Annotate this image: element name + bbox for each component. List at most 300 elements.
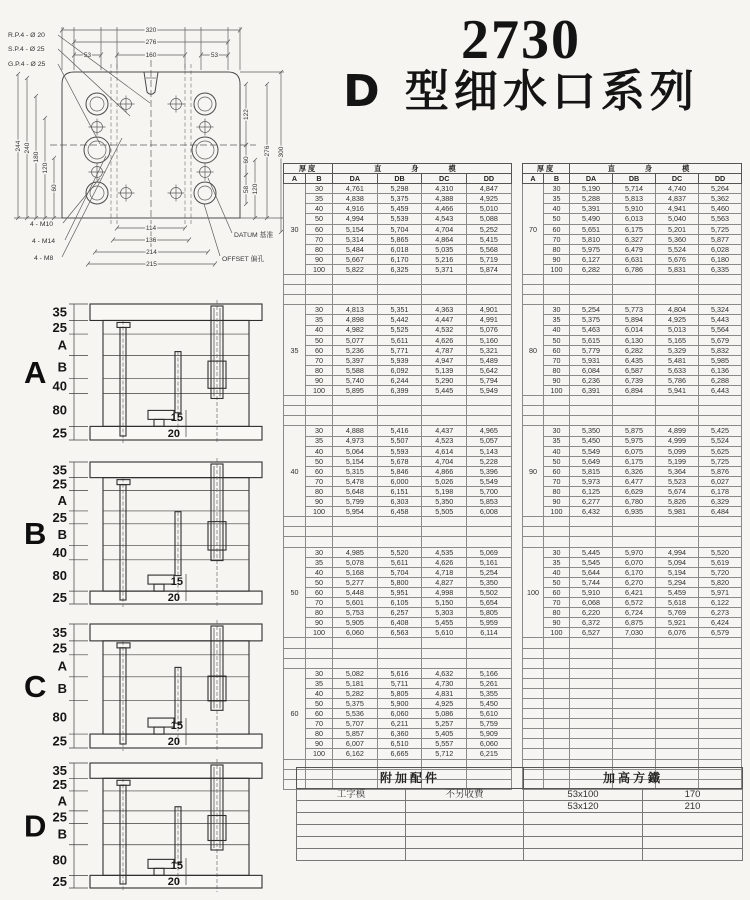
cell bbox=[524, 813, 643, 825]
section-letter: D bbox=[24, 808, 47, 844]
cell: 6,070 bbox=[613, 557, 656, 567]
cell: 5,360 bbox=[656, 234, 699, 244]
table-row bbox=[523, 254, 742, 264]
side-view-B bbox=[10, 456, 282, 614]
stack-label: 40 bbox=[52, 378, 67, 394]
cell: 60 bbox=[544, 224, 570, 234]
empty-cell bbox=[570, 668, 613, 678]
cell: 4,888 bbox=[333, 426, 378, 436]
cell: 40 bbox=[306, 204, 333, 214]
empty-cell bbox=[422, 295, 467, 305]
cell: 5,524 bbox=[699, 436, 742, 446]
cell: 40 bbox=[306, 688, 333, 698]
table-row bbox=[284, 729, 512, 739]
cell: 5,725 bbox=[699, 456, 742, 466]
cell: 35 bbox=[306, 678, 333, 688]
empty-cell bbox=[544, 749, 570, 759]
cell: 4,916 bbox=[333, 204, 378, 214]
cell: 60 bbox=[544, 466, 570, 476]
stack-label: 35 bbox=[52, 304, 67, 320]
empty-cell bbox=[377, 295, 422, 305]
cell: 5,416 bbox=[377, 426, 422, 436]
dimension-label: 214 bbox=[146, 249, 157, 257]
table-row bbox=[284, 194, 512, 204]
thickness-a-value: 60 bbox=[284, 668, 306, 759]
cell: 80 bbox=[306, 365, 333, 375]
cell: 5,194 bbox=[656, 567, 699, 577]
cell: 5,442 bbox=[377, 315, 422, 325]
cell: 6,257 bbox=[377, 608, 422, 618]
empty-cell bbox=[656, 698, 699, 708]
cell: 4,925 bbox=[467, 194, 512, 204]
empty-cell bbox=[656, 416, 699, 426]
empty-cell bbox=[467, 658, 512, 668]
thickness-a-value: 35 bbox=[284, 305, 306, 396]
table-row bbox=[297, 837, 743, 849]
cell: 30 bbox=[306, 547, 333, 557]
empty-cell bbox=[333, 275, 378, 285]
cell: 6,220 bbox=[570, 608, 613, 618]
empty-row bbox=[523, 698, 742, 708]
cell: 4,388 bbox=[422, 194, 467, 204]
empty-cell bbox=[544, 416, 570, 426]
cell: 5,078 bbox=[333, 557, 378, 567]
cell: 6,477 bbox=[613, 476, 656, 486]
table-row bbox=[523, 466, 742, 476]
empty-cell bbox=[570, 709, 613, 719]
guide-hole-inner bbox=[198, 97, 212, 111]
cell: 5,753 bbox=[333, 608, 378, 618]
cell: 5,981 bbox=[656, 507, 699, 517]
empty-cell bbox=[656, 658, 699, 668]
empty-cell bbox=[570, 517, 613, 527]
cell: 4,740 bbox=[656, 184, 699, 194]
empty-row bbox=[523, 406, 742, 416]
empty-cell bbox=[570, 537, 613, 547]
cell: 5,254 bbox=[467, 567, 512, 577]
cell: 5,086 bbox=[422, 709, 467, 719]
cell bbox=[643, 837, 743, 849]
stack-label: 25 bbox=[52, 640, 67, 656]
cell: 5,611 bbox=[377, 335, 422, 345]
stop-block-foot bbox=[154, 727, 164, 734]
cell: 5,975 bbox=[570, 244, 613, 254]
cell: 5,057 bbox=[467, 436, 512, 446]
cell: 80 bbox=[544, 365, 570, 375]
cell: 5,611 bbox=[377, 557, 422, 567]
cell: 53x120 bbox=[524, 801, 643, 813]
cell: 4,532 bbox=[422, 325, 467, 335]
dimension-label: 276 bbox=[145, 39, 157, 47]
cell: 4,985 bbox=[333, 547, 378, 557]
cell: 5,615 bbox=[570, 335, 613, 345]
empty-cell bbox=[699, 295, 742, 305]
cell: 5,719 bbox=[467, 254, 512, 264]
empty-cell bbox=[467, 648, 512, 658]
cell: 30 bbox=[306, 426, 333, 436]
cell bbox=[297, 813, 406, 825]
cell: 5,443 bbox=[699, 315, 742, 325]
cell: 6,479 bbox=[613, 244, 656, 254]
empty-cell bbox=[613, 396, 656, 406]
empty-cell bbox=[570, 658, 613, 668]
dimension-label: 240 bbox=[24, 142, 31, 154]
empty-row bbox=[523, 729, 742, 739]
cell: 5,813 bbox=[613, 194, 656, 204]
table-row bbox=[284, 224, 512, 234]
table-row bbox=[523, 204, 742, 214]
empty-row bbox=[523, 537, 742, 547]
empty-cell bbox=[570, 527, 613, 537]
cell: 5,168 bbox=[333, 567, 378, 577]
empty-cell bbox=[699, 648, 742, 658]
table-row bbox=[297, 801, 743, 813]
cell: 80 bbox=[306, 244, 333, 254]
col-header-A: A bbox=[284, 174, 306, 184]
empty-cell bbox=[523, 688, 544, 698]
cell: 5,971 bbox=[699, 587, 742, 597]
cell: 5,676 bbox=[656, 254, 699, 264]
cell: 4,866 bbox=[422, 466, 467, 476]
empty-cell bbox=[422, 406, 467, 416]
cell: 6,408 bbox=[377, 618, 422, 628]
cell: 7,030 bbox=[613, 628, 656, 638]
empty-cell bbox=[570, 406, 613, 416]
cell: 6,579 bbox=[699, 628, 742, 638]
empty-cell bbox=[422, 416, 467, 426]
table-row bbox=[284, 668, 512, 678]
cell: 50 bbox=[544, 335, 570, 345]
cell: 5,082 bbox=[333, 668, 378, 678]
cell: 60 bbox=[306, 709, 333, 719]
top-clamp-plate bbox=[90, 304, 262, 320]
cell: 6,303 bbox=[377, 497, 422, 507]
cell: 5,415 bbox=[467, 234, 512, 244]
table-row bbox=[523, 587, 742, 597]
guide-hole-inner bbox=[90, 97, 104, 111]
empty-cell bbox=[306, 527, 333, 537]
empty-cell bbox=[284, 527, 306, 537]
cell: 5,931 bbox=[570, 355, 613, 365]
empty-cell bbox=[570, 295, 613, 305]
table-row bbox=[284, 577, 512, 587]
empty-cell bbox=[570, 698, 613, 708]
cell: 4,718 bbox=[422, 567, 467, 577]
empty-cell bbox=[656, 678, 699, 688]
header-straight-mold: 直 身 模 bbox=[333, 164, 512, 174]
cell: 5,321 bbox=[467, 345, 512, 355]
cell: 35 bbox=[544, 194, 570, 204]
thickness-a-value: 30 bbox=[284, 184, 306, 275]
table-row bbox=[523, 608, 742, 618]
empty-cell bbox=[699, 739, 742, 749]
thickness-a-value: 50 bbox=[284, 547, 306, 638]
table-row bbox=[284, 618, 512, 628]
cell: 4,523 bbox=[422, 436, 467, 446]
stack-label: 25 bbox=[52, 733, 67, 749]
cell: 5,874 bbox=[467, 264, 512, 274]
thickness-a-value: 70 bbox=[523, 184, 544, 275]
empty-cell bbox=[422, 517, 467, 527]
cell: 4,543 bbox=[422, 214, 467, 224]
empty-cell bbox=[306, 658, 333, 668]
empty-cell bbox=[523, 285, 544, 295]
cell: 5,740 bbox=[333, 375, 378, 385]
table-row bbox=[284, 335, 512, 345]
empty-cell bbox=[570, 648, 613, 658]
cell: 5,725 bbox=[699, 224, 742, 234]
col-header-B: B bbox=[306, 174, 333, 184]
cell: 5,545 bbox=[570, 557, 613, 567]
cell: 4,998 bbox=[422, 587, 467, 597]
cell: 5,625 bbox=[699, 446, 742, 456]
table-row bbox=[284, 678, 512, 688]
price-table bbox=[522, 163, 742, 790]
cell: 6,215 bbox=[467, 749, 512, 759]
table-row bbox=[284, 567, 512, 577]
cell: 5,088 bbox=[467, 214, 512, 224]
cell: 6,510 bbox=[377, 739, 422, 749]
cell: 80 bbox=[544, 487, 570, 497]
empty-cell bbox=[699, 709, 742, 719]
empty-row bbox=[523, 678, 742, 688]
empty-cell bbox=[333, 517, 378, 527]
guide-hole-outer bbox=[194, 182, 216, 204]
cell: 4,925 bbox=[656, 315, 699, 325]
cell: 40 bbox=[306, 567, 333, 577]
cell: 6,270 bbox=[613, 577, 656, 587]
mold-body bbox=[103, 320, 249, 426]
cell: 5,375 bbox=[377, 194, 422, 204]
table-row bbox=[523, 184, 742, 194]
empty-cell bbox=[656, 709, 699, 719]
header-thickness: 厚度 bbox=[284, 164, 333, 174]
cell: 35 bbox=[544, 436, 570, 446]
dimension-label: 122 bbox=[243, 109, 250, 120]
empty-row bbox=[523, 527, 742, 537]
empty-cell bbox=[613, 638, 656, 648]
empty-row bbox=[523, 648, 742, 658]
table-row bbox=[284, 325, 512, 335]
cell: 5,523 bbox=[656, 476, 699, 486]
cell: 5,810 bbox=[570, 234, 613, 244]
cell: 5,876 bbox=[699, 466, 742, 476]
cell: 5,619 bbox=[699, 557, 742, 567]
cell: 5,010 bbox=[467, 204, 512, 214]
cell: 5,450 bbox=[467, 698, 512, 708]
empty-cell bbox=[699, 698, 742, 708]
cell: 5,720 bbox=[699, 567, 742, 577]
header-additional-accessories: 附加配件 bbox=[297, 768, 524, 789]
cell: 5,484 bbox=[333, 244, 378, 254]
cell: 6,178 bbox=[699, 487, 742, 497]
cell: 5,536 bbox=[333, 709, 378, 719]
cell: 6,443 bbox=[699, 386, 742, 396]
table-row bbox=[523, 436, 742, 446]
leader-line bbox=[65, 156, 106, 240]
cell: 35 bbox=[544, 315, 570, 325]
empty-cell bbox=[570, 416, 613, 426]
empty-cell bbox=[467, 416, 512, 426]
empty-cell bbox=[377, 648, 422, 658]
cell: 53x100 bbox=[524, 789, 643, 801]
cell: 5,160 bbox=[467, 335, 512, 345]
stack-label: 25 bbox=[52, 319, 67, 335]
cell: 6,028 bbox=[699, 244, 742, 254]
empty-cell bbox=[284, 638, 306, 648]
stack-label: 40 bbox=[52, 545, 67, 561]
cell: 5,290 bbox=[422, 375, 467, 385]
catalog-number: 2730 bbox=[461, 9, 581, 71]
empty-cell bbox=[613, 285, 656, 295]
cell: 6,273 bbox=[699, 608, 742, 618]
cell: 60 bbox=[306, 466, 333, 476]
empty-cell bbox=[699, 688, 742, 698]
empty-cell bbox=[656, 749, 699, 759]
empty-cell bbox=[656, 739, 699, 749]
cell: 5,324 bbox=[699, 305, 742, 315]
empty-row bbox=[284, 396, 512, 406]
empty-cell bbox=[306, 275, 333, 285]
cell: 35 bbox=[306, 194, 333, 204]
guide-hole-inner bbox=[196, 141, 214, 159]
cell: 4,704 bbox=[422, 456, 467, 466]
empty-cell bbox=[544, 396, 570, 406]
cell bbox=[406, 837, 524, 849]
cell: 5,351 bbox=[377, 305, 422, 315]
table-row bbox=[284, 749, 512, 759]
empty-cell bbox=[377, 527, 422, 537]
cell: 4,838 bbox=[333, 194, 378, 204]
empty-cell bbox=[422, 275, 467, 285]
cell: 90 bbox=[306, 739, 333, 749]
table-row bbox=[523, 577, 742, 587]
empty-cell bbox=[544, 517, 570, 527]
cell: 5,181 bbox=[333, 678, 378, 688]
empty-cell bbox=[523, 719, 544, 729]
empty-cell bbox=[422, 638, 467, 648]
empty-cell bbox=[422, 648, 467, 658]
empty-cell bbox=[699, 396, 742, 406]
cell: 5,910 bbox=[613, 204, 656, 214]
cell: 70 bbox=[306, 476, 333, 486]
table-row bbox=[523, 487, 742, 497]
cell: 6,327 bbox=[613, 234, 656, 244]
cell: 60 bbox=[306, 345, 333, 355]
cell: 6,629 bbox=[613, 487, 656, 497]
empty-cell bbox=[467, 295, 512, 305]
cell: 80 bbox=[306, 487, 333, 497]
thickness-a-value: 90 bbox=[523, 426, 544, 517]
empty-row bbox=[284, 648, 512, 658]
table-row bbox=[523, 557, 742, 567]
table-row bbox=[284, 557, 512, 567]
empty-cell bbox=[544, 719, 570, 729]
cell: 6,136 bbox=[699, 365, 742, 375]
empty-cell bbox=[306, 285, 333, 295]
empty-cell bbox=[467, 285, 512, 295]
cell: 35 bbox=[306, 315, 333, 325]
cell: 5,252 bbox=[467, 224, 512, 234]
cell: 4,947 bbox=[422, 355, 467, 365]
empty-cell bbox=[656, 668, 699, 678]
cell: 6,484 bbox=[699, 507, 742, 517]
empty-cell bbox=[699, 668, 742, 678]
cell: 6,665 bbox=[377, 749, 422, 759]
table-row bbox=[523, 598, 742, 608]
empty-cell bbox=[699, 678, 742, 688]
cell: 4,704 bbox=[422, 224, 467, 234]
cell: 90 bbox=[544, 618, 570, 628]
empty-cell bbox=[377, 638, 422, 648]
table-row bbox=[284, 466, 512, 476]
inner-dim-label: 15 bbox=[170, 576, 183, 588]
empty-cell bbox=[284, 285, 306, 295]
cell: 4,847 bbox=[467, 184, 512, 194]
cell: 6,127 bbox=[570, 254, 613, 264]
empty-cell bbox=[699, 749, 742, 759]
empty-cell bbox=[422, 396, 467, 406]
cell: 5,350 bbox=[570, 426, 613, 436]
table-row bbox=[523, 386, 742, 396]
cell: 5,450 bbox=[570, 436, 613, 446]
mold-plate-plan-drawing bbox=[0, 0, 292, 296]
empty-cell bbox=[656, 648, 699, 658]
dimension-label: 53 bbox=[210, 52, 219, 60]
cell: 50 bbox=[306, 456, 333, 466]
stack-label: 80 bbox=[52, 709, 67, 725]
cell: 80 bbox=[544, 244, 570, 254]
cell: 6,244 bbox=[377, 375, 422, 385]
table-row bbox=[523, 476, 742, 486]
cell: 50 bbox=[306, 577, 333, 587]
cell: 4,310 bbox=[422, 184, 467, 194]
empty-cell bbox=[656, 406, 699, 416]
dimension-label: 60 bbox=[243, 156, 250, 164]
dimension-label: 244 bbox=[15, 140, 22, 152]
empty-cell bbox=[656, 517, 699, 527]
stack-label: 25 bbox=[52, 874, 67, 890]
pin-head bbox=[117, 780, 130, 785]
empty-cell bbox=[699, 527, 742, 537]
cell: 6,000 bbox=[377, 476, 422, 486]
empty-cell bbox=[467, 517, 512, 527]
cell: 5,460 bbox=[699, 204, 742, 214]
empty-cell bbox=[523, 729, 544, 739]
empty-cell bbox=[544, 537, 570, 547]
stack-label: A bbox=[57, 337, 67, 353]
callout-sp: S.P.4 - Ø 25 bbox=[8, 46, 45, 53]
cell: 5,064 bbox=[333, 446, 378, 456]
section-letter: C bbox=[24, 669, 47, 704]
cell: 4,999 bbox=[656, 436, 699, 446]
cell: 5,700 bbox=[467, 487, 512, 497]
cell bbox=[524, 837, 643, 849]
empty-cell bbox=[656, 285, 699, 295]
table-row bbox=[523, 224, 742, 234]
empty-cell bbox=[699, 537, 742, 547]
table-row bbox=[523, 426, 742, 436]
cell: 6,780 bbox=[613, 497, 656, 507]
stack-label: B bbox=[57, 681, 67, 697]
table-row bbox=[523, 264, 742, 274]
cell: 4,535 bbox=[422, 547, 467, 557]
empty-row bbox=[523, 688, 742, 698]
cell: 35 bbox=[306, 557, 333, 567]
cell: 6,935 bbox=[613, 507, 656, 517]
stack-label: 25 bbox=[52, 425, 67, 441]
empty-row bbox=[523, 709, 742, 719]
